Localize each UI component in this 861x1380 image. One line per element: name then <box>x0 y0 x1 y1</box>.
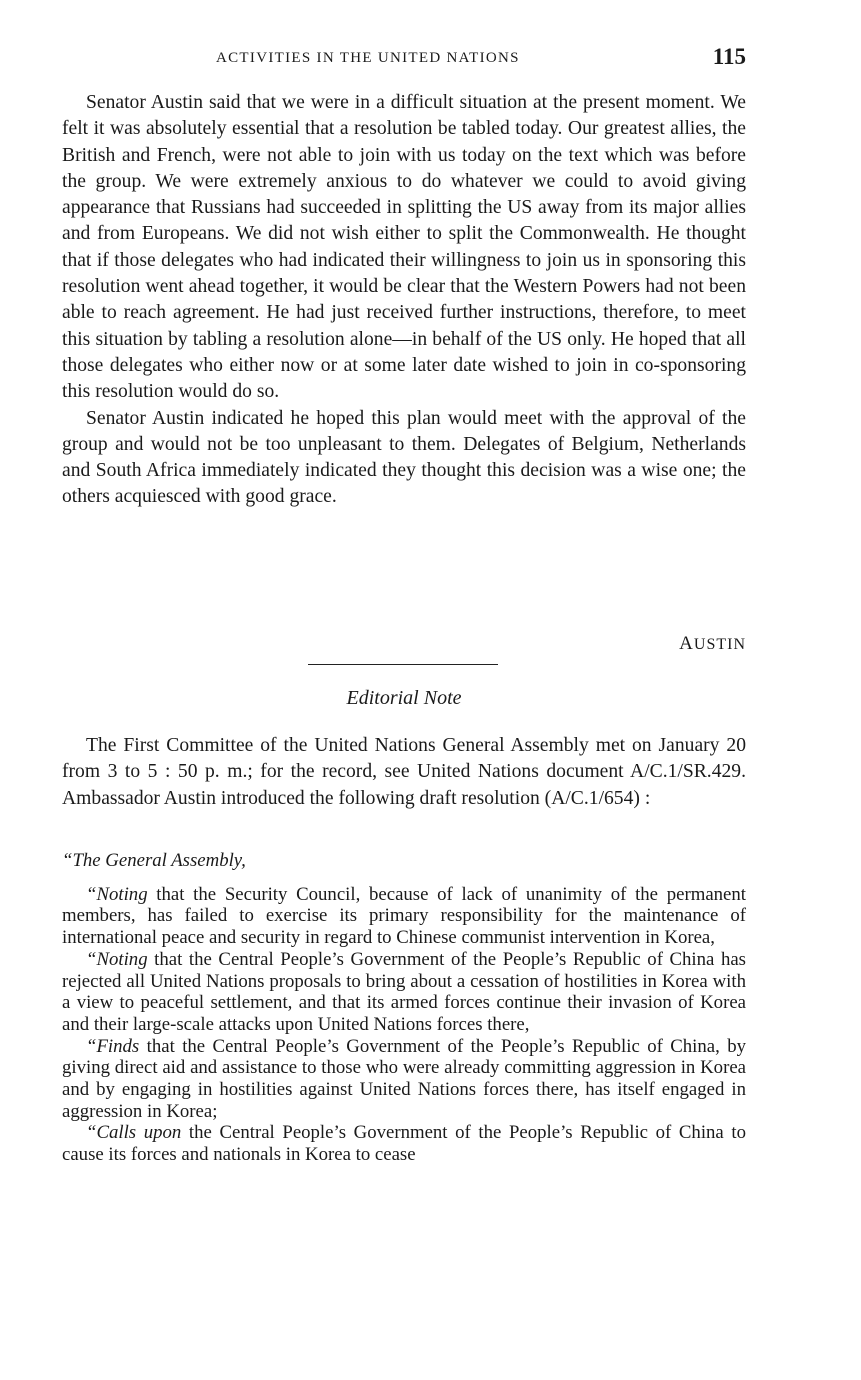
resolution-clause <box>62 884 746 949</box>
signature-initial: A <box>679 633 694 654</box>
body-paragraph: Senator Austin indicated he hoped this plan would meet with the approval of the group and would not be too unpleasant to them. Delegates of Belgium, Netherlands and South Africa immediately indicated they thought this decision was a wise one; the others acquiesced with good grace. <box>62 407 746 508</box>
body-paragraph: Senator Austin said that we were in a difficult situation at the present moment. We felt it was absolutely essential that a resolution be tabled today. Our greatest allies, the British and French, were not able to join with us today on the text which was before the group. We were extremely anxious to do whatever we could to avoid giving appearance that Russians had succeeded in splitting the US away from its major allies and from Europeans. We did not wish either to split the Commonwealth. He thought that if those delegates who had indicated their willingness to join us in sponsoring this resolution went ahead together, it would be clear that the Western Powers had not been able to reach agreement. He had just received further instructions, therefore, to meet this situation by tabling a resolution alone—in behalf of the US only. He hoped that all those delegates who either now or at some later date wished to join in co-sponsoring this resolution would do so. <box>62 92 746 403</box>
page-header <box>62 44 746 74</box>
clause-text: that the Central People’s Government of the People’s Republic of China, by giving direct aid and assistance to those who were already committing aggression in Korea and by engaging in hostilities against United Nations forces there, has itself engaged in aggression in Korea; <box>62 1035 746 1122</box>
section-divider <box>308 664 498 665</box>
clause-text: that the Security Council, because of lack of unanimity of the permanent members, has failed to exercise its primary responsibility for the maintenance of international peace and security in regard to Chinese communist intervention in Korea, <box>62 883 746 949</box>
draft-resolution <box>62 850 746 1166</box>
editorial-note-paragraph: The First Committee of the United Nations General Assembly met on January 20 from 3 to 5 : 50 p. m.; for the record, see United Nations document A/C.1/SR.429. Ambassador Austin introduced the following draft resolution (A/C.1/654) : <box>62 735 746 809</box>
signature <box>679 633 746 655</box>
clause-lead: “Noting <box>86 948 148 970</box>
clause-lead: “Finds <box>86 1035 140 1057</box>
clause-text: that the Central People’s Government of the People’s Republic of China has rejected all United Nations proposals to bring about a cessation of hostilities in Korea with a view to peaceful settlement, and that its armed forces continue their invasion of Korea and their large-scale attacks upon United Nations forces there, <box>62 948 746 1035</box>
resolution-clause <box>62 949 746 1036</box>
clause-lead: “Calls upon <box>86 1122 182 1144</box>
clause-text: the Central People’s Government of the People’s Republic of China to cause its forces and nationals in Korea to cease <box>62 1122 746 1166</box>
signature-rest: USTIN <box>693 636 746 653</box>
page-number: 115 <box>712 44 746 69</box>
telegram-body <box>62 90 746 511</box>
resolution-clause <box>62 1122 746 1165</box>
running-head: ACTIVITIES IN THE UNITED NATIONS <box>216 50 520 66</box>
clause-lead: “Noting <box>86 883 148 905</box>
resolution-opening: “The General Assembly, <box>62 850 246 871</box>
resolution-clause <box>62 1036 746 1123</box>
editorial-note <box>62 733 746 812</box>
editorial-note-heading: Editorial Note <box>346 687 462 709</box>
